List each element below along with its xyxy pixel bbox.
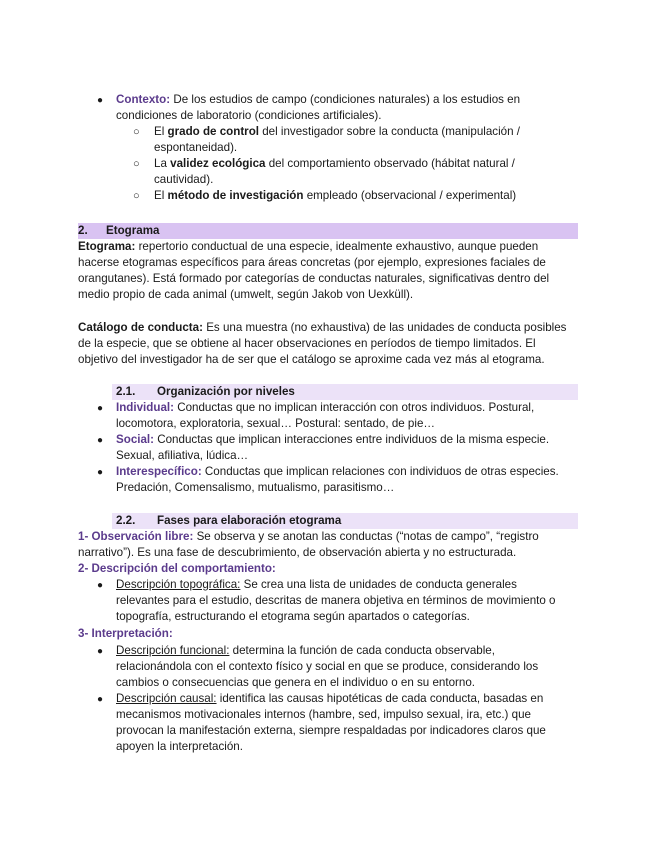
- nivel-label: Interespecífico:: [116, 465, 202, 478]
- sub-pre: El: [154, 189, 168, 202]
- nivel-social: [116, 432, 578, 448]
- fase-1-line2: narrativo”). Es una fase de descubrimiento, de observación abierta y no estructurada.: [78, 546, 517, 559]
- causal-line1: [116, 691, 578, 707]
- sub-pre: El: [154, 125, 168, 138]
- bullet-icon: ●: [97, 403, 104, 414]
- catalogo-line1: [78, 320, 578, 336]
- sub-item-validez-cont: cautividad).: [154, 173, 214, 186]
- section-2-2-number: 2.2.: [116, 514, 136, 527]
- contexto-line1: [116, 92, 578, 108]
- etograma-line2: hacerse etogramas específicos para áreas concretas (por ejemplo, expresiones faciales de: [78, 256, 546, 269]
- section-2-2-title: Fases para elaboración etograma: [157, 514, 342, 527]
- sub-post: empleado (observacional / experimental): [303, 189, 517, 202]
- contexto-line2: condiciones de laboratorio (condiciones artificiales).: [116, 109, 382, 122]
- bullet-icon: ●: [97, 580, 104, 591]
- contexto-text: De los estudios de campo (condiciones naturales) a los estudios en: [170, 93, 521, 106]
- funcional-line1: [116, 643, 578, 659]
- nivel-label: Individual:: [116, 401, 174, 414]
- etograma-line1: [78, 239, 578, 255]
- sub-item-metodo: [154, 188, 578, 204]
- sub-pre: La: [154, 157, 171, 170]
- nivel-social-cont: Sexual, afiliativa, lúdica…: [116, 449, 249, 462]
- nivel-interespecifico: [116, 464, 578, 480]
- fase-2-line3: topografía, estructurando el etograma según apartados o categorías.: [116, 610, 470, 623]
- etograma-text: repertorio conductual de una especie, idealmente exhaustivo, aunque pueden: [135, 240, 539, 253]
- bullet-icon: ●: [97, 95, 104, 106]
- subbullet-icon: ○: [133, 190, 140, 202]
- section-2-1-number: 2.1.: [116, 385, 136, 398]
- sub-bold: método de investigación: [167, 189, 304, 202]
- fase-3-label: 3- Interpretación:: [78, 627, 173, 640]
- fase-2-line2: relevantes para el estudio, descritas de manera objetiva en términos de movimiento o: [116, 594, 556, 607]
- etograma-label: Etograma:: [78, 240, 136, 253]
- sub-item-grado-cont: espontaneidad).: [154, 141, 238, 154]
- funcional-line2: relacionándola con el contexto físico y social en que se produce, considerando los: [116, 660, 539, 673]
- section-2-title: Etograma: [106, 224, 160, 237]
- causal-text: identifica las causas hipotéticas de cada conducta, basadas en: [216, 692, 544, 705]
- nivel-interespecifico-cont: Predación, Comensalismo, mutualismo, parasitismo…: [116, 481, 395, 494]
- catalogo-line2: de la especie, que se obtiene al hacer observaciones en períodos de tiempo limitados. El: [78, 337, 536, 350]
- catalogo-label: Catálogo de conducta:: [78, 321, 203, 334]
- nivel-text: Conductas que no implican interacción con otros individuos. Postural,: [173, 401, 535, 414]
- sub-bold: grado de control: [167, 125, 259, 138]
- etograma-line4: medio propio de cada animal (umwelt, según Jakob von Uexküll).: [78, 288, 414, 301]
- fase-1-line1: [78, 529, 578, 545]
- subbullet-icon: ○: [133, 126, 140, 138]
- fase-1-label: 1- Observación libre:: [78, 530, 194, 543]
- causal-label: Descripción causal:: [116, 692, 217, 705]
- topografica-label: Descripción topográfica:: [116, 578, 241, 591]
- section-2-1-title: Organización por niveles: [157, 385, 295, 398]
- bullet-icon: ●: [97, 435, 104, 446]
- nivel-text: Conductas que implican relaciones con individuos de otras especies.: [201, 465, 559, 478]
- nivel-text: Conductas que implican interacciones entre individuos de la misma especie.: [154, 433, 550, 446]
- funcional-line3: cambios o consecuencias que genera en el individuo o en su entorno.: [116, 676, 476, 689]
- subbullet-icon: ○: [133, 158, 140, 170]
- causal-line4: apoyen la interpretación.: [116, 740, 243, 753]
- catalogo-text: Es una muestra (no exhaustiva) de las unidades de conducta posibles: [202, 321, 567, 334]
- nivel-individual-cont: locomotora, exploratoria, sexual… Postural: sentado, de pie…: [116, 417, 435, 430]
- fase-1-text: Se observa y se anotan las conductas (“notas de campo”, “registro: [193, 530, 539, 543]
- sub-bold: validez ecológica: [170, 157, 266, 170]
- sub-item-grado: [154, 124, 578, 140]
- bullet-icon: ●: [97, 646, 104, 657]
- section-2-number: 2.: [78, 224, 88, 237]
- causal-line3: provocan la manifestación externa, siempre respaldadas por indicadores claros que: [116, 724, 546, 737]
- topografica-text: Se crea una lista de unidades de conducta generales: [240, 578, 517, 591]
- sub-post: del comportamiento observado (hábitat natural /: [265, 157, 515, 170]
- contexto-label: Contexto:: [116, 93, 171, 106]
- fase-2-line1: [116, 577, 578, 593]
- fase-2-label: 2- Descripción del comportamiento:: [78, 562, 276, 575]
- sub-post: del investigador sobre la conducta (manipulación /: [259, 125, 521, 138]
- catalogo-line3: objetivo del investigador ha de ser que el catálogo se aproxime cada vez más al etograma.: [78, 353, 545, 366]
- bullet-icon: ●: [97, 467, 104, 478]
- sub-item-validez: [154, 156, 578, 172]
- etograma-line3: orangutanes). Está formado por categorías de conductas naturales, significativas dentro del: [78, 272, 550, 285]
- funcional-text: determina la función de cada conducta observable,: [229, 644, 495, 657]
- nivel-label: Social:: [116, 433, 155, 446]
- causal-line2: mecanismos motivacionales internos (hambre, sed, impulso sexual, ira, etc.) que: [116, 708, 531, 721]
- nivel-individual: [116, 400, 578, 416]
- funcional-label: Descripción funcional:: [116, 644, 230, 657]
- bullet-icon: ●: [97, 694, 104, 705]
